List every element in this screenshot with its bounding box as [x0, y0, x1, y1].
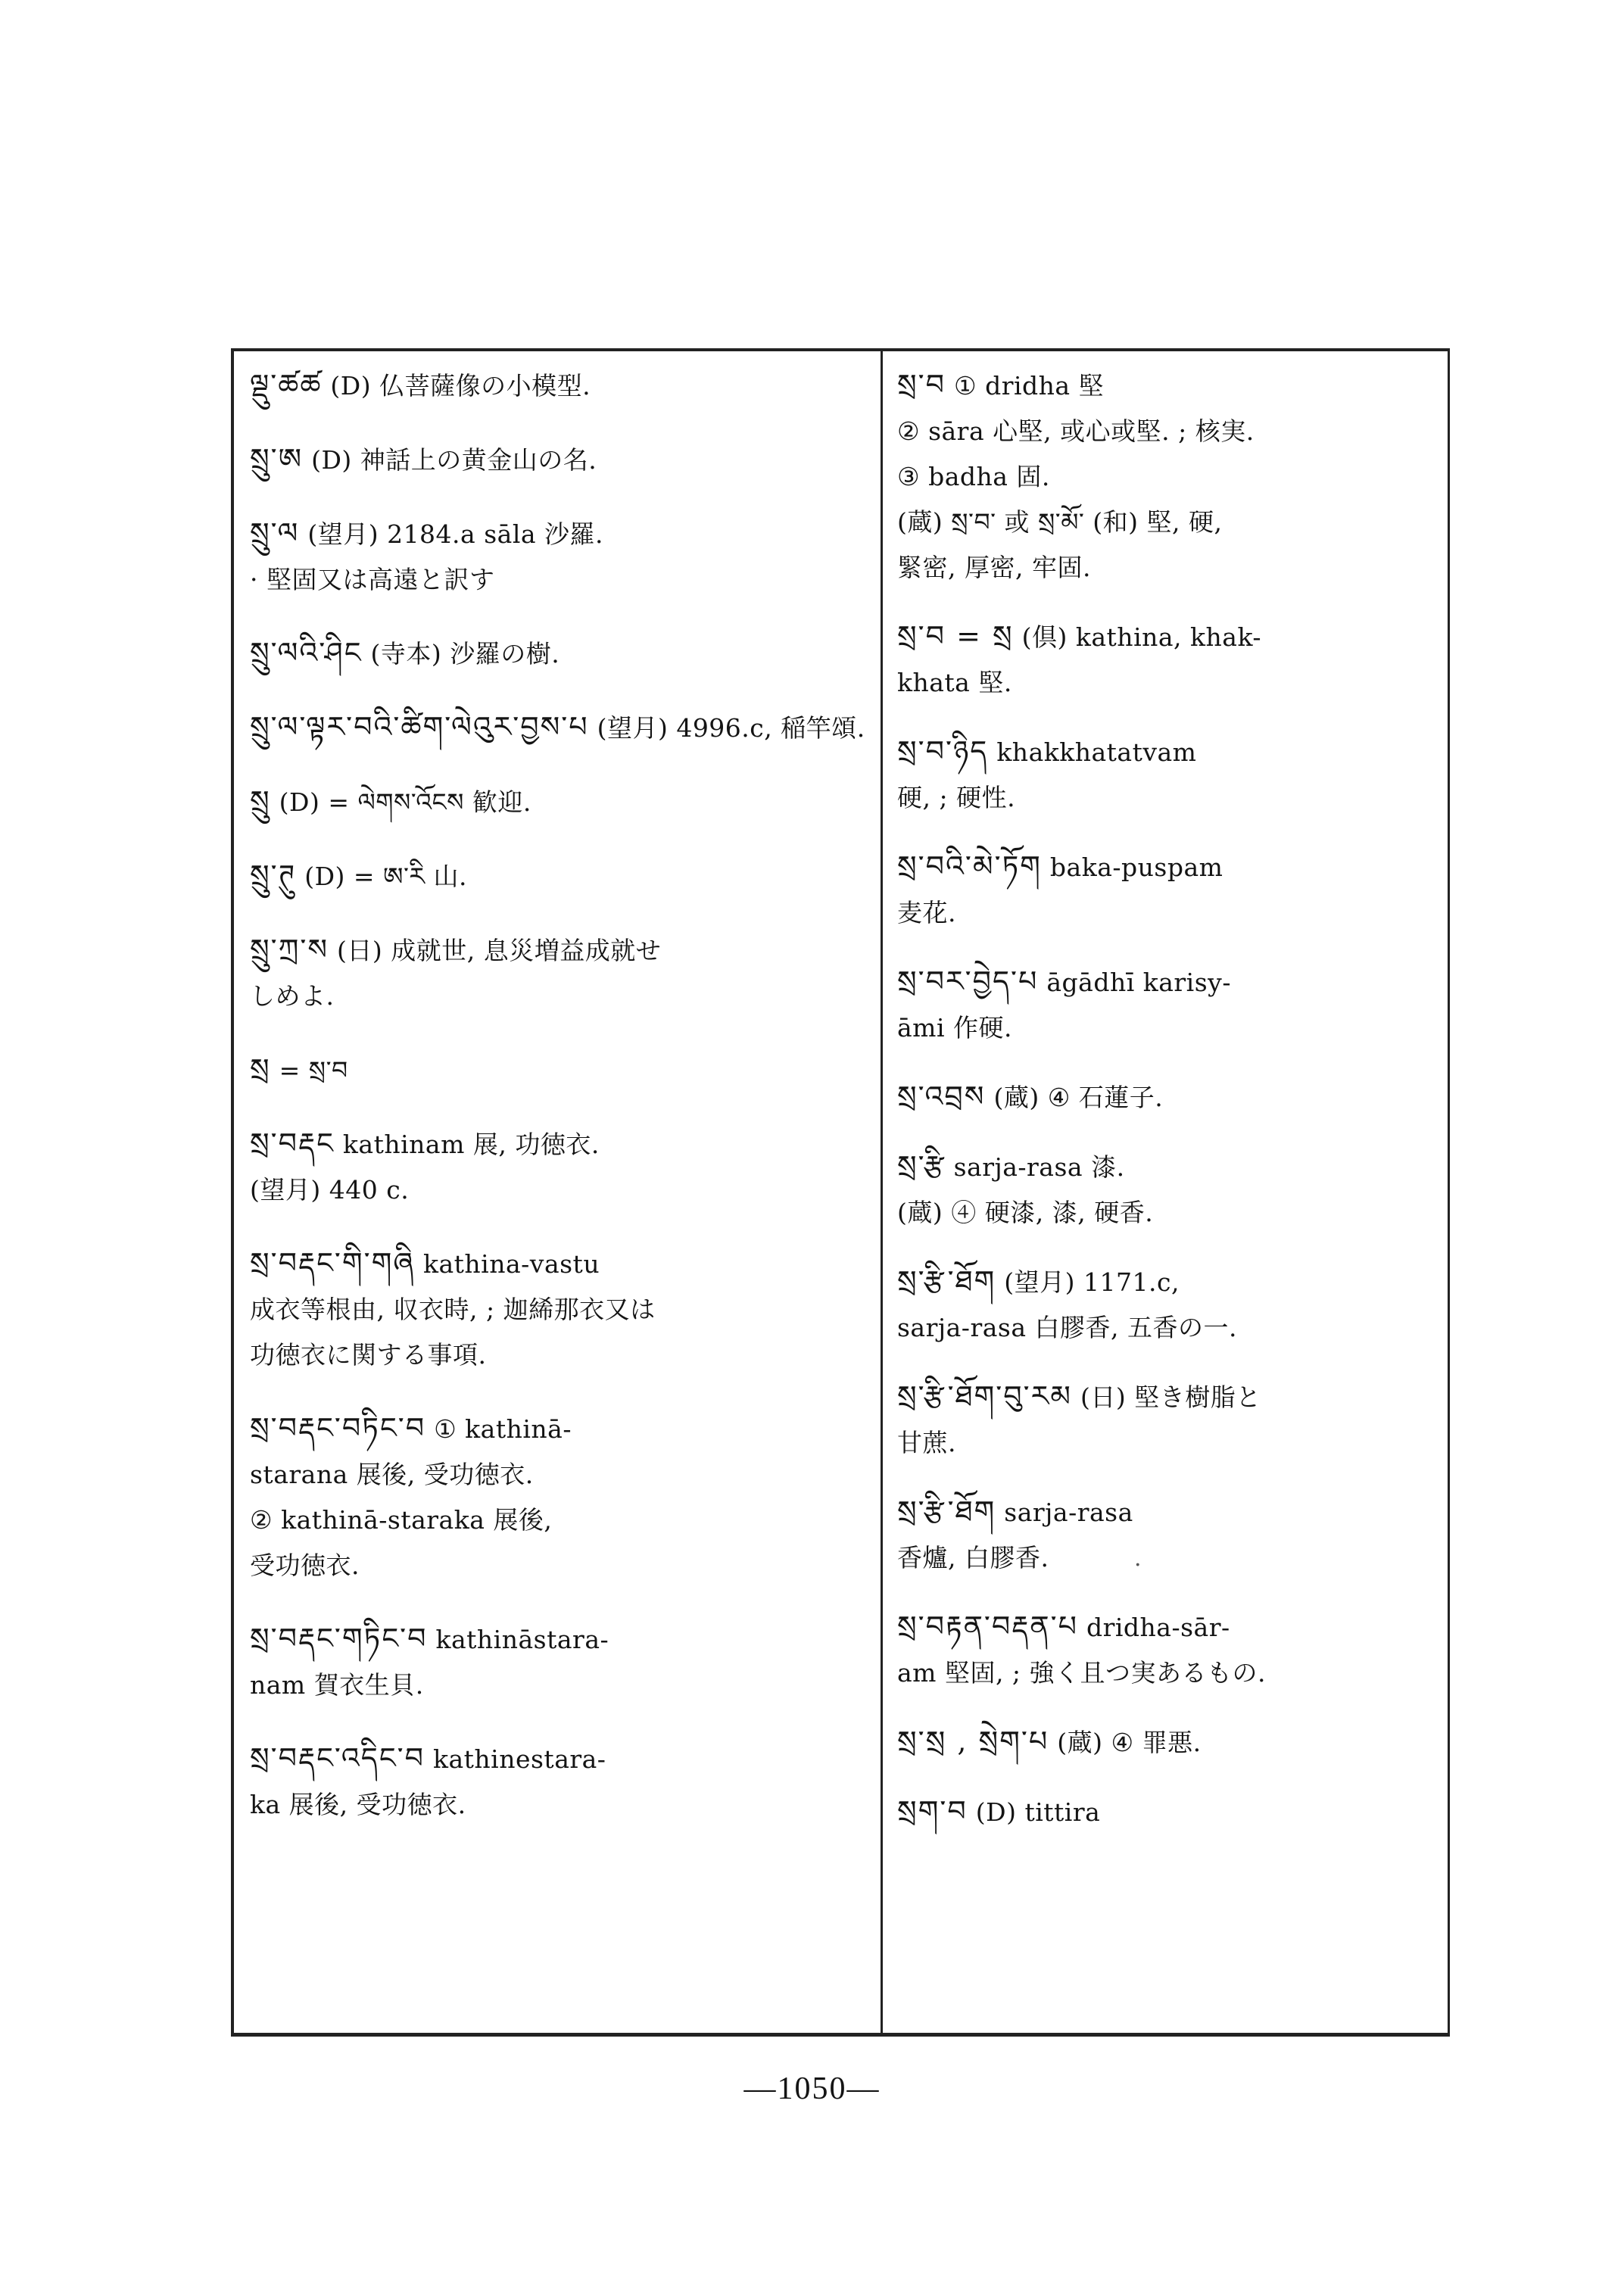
tibetan-headword: སྲ་བར་བྱེད་པ: [897, 965, 1039, 998]
tibetan-headword: སྲུ་ཨ: [250, 442, 304, 475]
entry-gloss-line: ① dridha 堅: [954, 371, 1105, 401]
tibetan-headword: སྲ་རྩི: [897, 1149, 946, 1183]
tibetan-headword: སྲ་བ་ཉིད: [897, 734, 989, 768]
entry-gloss-line: āgādhī karisy-: [1046, 968, 1231, 997]
entry-gloss-line: ② sāra 心堅, 或心或堅. ; 核実.: [897, 416, 1255, 446]
entry-gloss-line: āmi 作硬.: [897, 1013, 1012, 1043]
tibetan-headword: སྲ་བརྟན་བརྡན་པ: [897, 1610, 1078, 1643]
entry-gloss-line: kathinestara-: [432, 1744, 606, 1774]
entry-gloss-line: (D) = ཨ་རི 山.: [304, 862, 467, 891]
entry-gloss-line: 成衣等根由, 収衣時, ; 迦絺那衣又は: [250, 1295, 656, 1324]
dictionary-entry: [250, 362, 871, 409]
entry-gloss-line: (望月) 2184.a sāla 沙羅.: [307, 519, 604, 549]
entry-gloss-line: (寺本) 沙羅の樹.: [370, 639, 560, 669]
entry-gloss-line: (D) tittira: [975, 1797, 1101, 1827]
entry-gloss-line: ③ badha 固.: [897, 462, 1050, 491]
dictionary-entry: [897, 1788, 1439, 1835]
tibetan-headword: སྲ་རྩི་ཐོག་བུ་རམ: [897, 1379, 1072, 1413]
tibetan-headword: སྲ་བརྡང་གི་གཞི: [250, 1246, 415, 1279]
dictionary-entry: [897, 728, 1439, 821]
entry-gloss-line: kathinam 展, 功徳衣.: [342, 1130, 600, 1159]
dictionary-entry: [250, 436, 871, 483]
entry-gloss-line: = སྲ་བ: [279, 1055, 348, 1085]
entry-gloss-line: khakkhatatvam: [996, 737, 1197, 767]
dictionary-entry: [897, 843, 1439, 936]
entry-gloss-line: kathina-vastu: [422, 1249, 600, 1279]
entry-gloss-line: nam 賀衣生貝.: [250, 1670, 424, 1700]
entry-gloss-line: 硬, ; 硬性.: [897, 783, 1016, 812]
right-column: [897, 362, 1439, 1858]
entry-gloss-line: dridha-sār-: [1086, 1613, 1230, 1642]
left-column: [250, 362, 871, 1855]
entry-gloss-line: ② kathinā-staraka 展後,: [250, 1505, 553, 1535]
column-divider: [881, 348, 883, 2037]
dictionary-entry: [250, 510, 871, 603]
entry-gloss-line: am 堅固, ; 強く且つ実あるもの.: [897, 1658, 1267, 1688]
entry-gloss-line: starana 展後, 受功徳衣.: [250, 1460, 534, 1489]
dictionary-entry: [250, 704, 871, 751]
dictionary-entry: [897, 1488, 1439, 1581]
tibetan-headword: སྲ་བའི་མེ་ཏོག: [897, 849, 1042, 883]
dictionary-entry: [250, 927, 871, 1019]
dictionary-entry: [250, 1121, 871, 1213]
entry-gloss-line: (蔵) ④ 罪悪.: [1057, 1728, 1202, 1757]
entry-gloss-line: sarja-rasa 漆.: [953, 1152, 1125, 1182]
tibetan-headword: སྲ་རྩི་ཐོག: [897, 1264, 996, 1298]
entry-gloss-line: (日) 成就世, 息災増益成就せ: [337, 936, 662, 965]
tibetan-headword: སྲུ་ཀྲ་ས: [250, 933, 329, 966]
entry-gloss-line: (望月) 1171.c,: [1004, 1267, 1180, 1297]
entry-gloss-line: (蔵) སྲ་བ་ 或 སྲ་མོ་ (和) 堅, 硬,: [897, 507, 1223, 537]
dictionary-entry: [897, 362, 1439, 591]
tibetan-headword: སྲུ་ཊུ: [250, 859, 297, 892]
tibetan-headword: སྲ་བ = སྲ: [897, 619, 1014, 653]
tibetan-headword: སྲུ་ལ: [250, 516, 300, 550]
entry-gloss-line: (蔵) ④ 硬漆, 漆, 硬香.: [897, 1198, 1154, 1227]
dictionary-entry: [250, 1405, 871, 1588]
entry-gloss-line: sarja-rasa: [1004, 1498, 1133, 1527]
entry-gloss-line: (D) 仏菩薩像の小模型.: [330, 371, 591, 401]
dictionary-entry: [897, 1258, 1439, 1351]
entry-gloss-line: 受功徳衣.: [250, 1551, 360, 1580]
entry-gloss-line: 緊密, 厚密, 牢固.: [897, 553, 1091, 582]
entry-gloss-line: kathināstara-: [435, 1625, 609, 1654]
entry-gloss-line: (D) 神話上の黄金山の名.: [311, 445, 597, 475]
entry-gloss-line: (望月) 4996.c, 稲竿頌.: [597, 713, 865, 743]
dictionary-entry: [250, 1735, 871, 1828]
entry-gloss-line: (望月) 440 c.: [250, 1175, 410, 1205]
entry-gloss-line: baka-puspam: [1049, 852, 1223, 882]
margin-mark: ·: [1134, 1552, 1142, 1579]
tibetan-headword: སྲ་བརྡང་འདིང་བ: [250, 1741, 425, 1775]
tibetan-headword: སྲ་སྲ , སྲེག་པ: [897, 1725, 1049, 1758]
page-number: —1050—: [743, 2071, 881, 2106]
dictionary-entry: [897, 1074, 1439, 1121]
entry-gloss-line: 甘蔗.: [897, 1428, 956, 1457]
entry-gloss-line: (蔵) ④ 石蓮子.: [993, 1083, 1164, 1112]
entry-gloss-line: 香爐, 白膠香.: [897, 1543, 1049, 1572]
tibetan-headword: ལྡུ་ཚཚ: [250, 368, 323, 401]
entry-gloss-line: 功徳衣に関する事項.: [250, 1340, 487, 1370]
dictionary-entry: [897, 1604, 1439, 1696]
dictionary-entry: [897, 613, 1439, 706]
entry-gloss-line: (日) 堅き樹脂と: [1080, 1382, 1261, 1412]
dictionary-entry: [250, 778, 871, 825]
dictionary-entry: [250, 1616, 871, 1708]
entry-gloss-line: (D) = ལེགས་འོངས 歓迎.: [279, 787, 531, 817]
dictionary-entry: [897, 958, 1439, 1051]
entry-gloss-line: (倶) kathina, khak-: [1021, 622, 1262, 652]
dictionary-entry: [250, 1046, 871, 1093]
dictionary-entry: [250, 852, 871, 899]
tibetan-headword: སྲག་བ: [897, 1794, 968, 1828]
tibetan-headword: སྲུ་ལའི་ཤིང: [250, 636, 363, 669]
entry-gloss-line: sarja-rasa 白膠香, 五香の一.: [897, 1313, 1237, 1342]
entry-gloss-line: しめよ.: [250, 981, 335, 1011]
dictionary-entry: [250, 1240, 871, 1378]
tibetan-headword: སྲ: [250, 1052, 271, 1086]
tibetan-headword: སྲུ: [250, 784, 271, 818]
tibetan-headword: སྲ་འབྲས: [897, 1080, 986, 1113]
tibetan-headword: སྲ་རྩི་ཐོག: [897, 1495, 996, 1528]
tibetan-headword: སྲ་བརྡང་གཏིང་བ: [250, 1622, 428, 1655]
entry-gloss-line: khata 堅.: [897, 668, 1012, 697]
dictionary-entry: [250, 630, 871, 677]
entry-gloss-line: ka 展後, 受功徳衣.: [250, 1790, 466, 1819]
dictionary-entry: [897, 1373, 1439, 1466]
entry-gloss-line: · 堅固又は高遠と訳す: [250, 565, 495, 594]
dictionary-entry: [897, 1143, 1439, 1236]
tibetan-headword: སྲ་བ: [897, 368, 946, 401]
entry-gloss-line: ① kathinā-: [434, 1414, 572, 1444]
tibetan-headword: སྲ་བརྡང་བཏིང་བ: [250, 1411, 426, 1445]
entry-gloss-line: 麦花.: [897, 898, 956, 927]
tibetan-headword: སྲ་བརྡང: [250, 1127, 335, 1160]
dictionary-entry: [897, 1719, 1439, 1766]
tibetan-headword: སྲུ་ལ་ལྟར་བའི་ཚིག་ལེའུར་བྱས་པ: [250, 710, 589, 743]
